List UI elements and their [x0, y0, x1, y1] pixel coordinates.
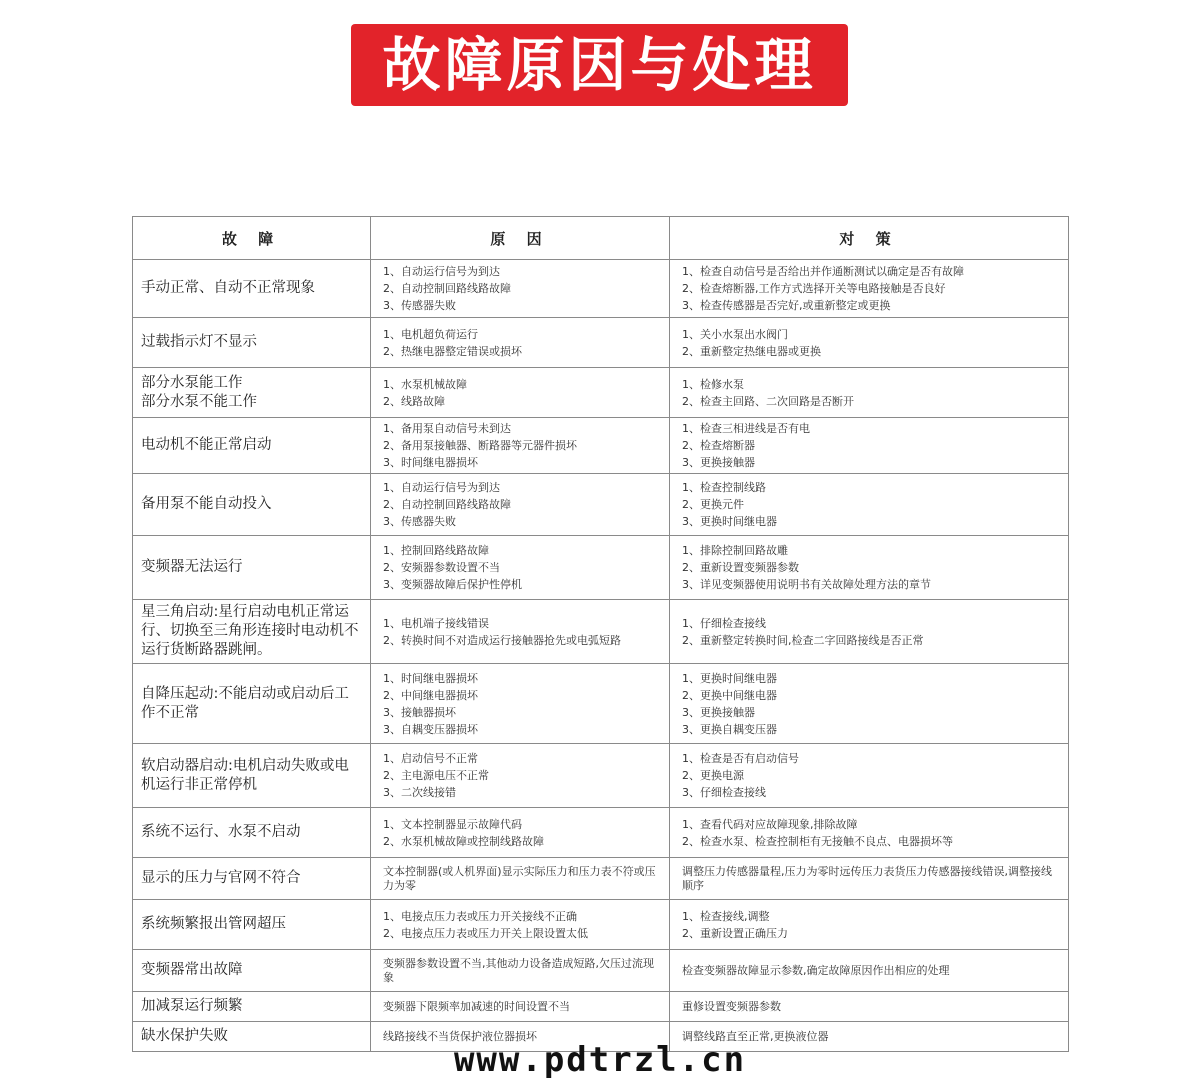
fault-text: 系统频繁报出管网超压 — [141, 916, 286, 932]
cause-cell — [371, 318, 670, 368]
table-row — [133, 318, 1069, 368]
cause-cell — [371, 474, 670, 536]
fix-item: 2、更换元件 — [682, 498, 744, 511]
cause-cell — [371, 808, 670, 858]
cause-item: 3、二次线接错 — [383, 786, 456, 799]
cause-cell — [371, 600, 670, 664]
fault-cell — [133, 950, 371, 992]
table-row — [133, 368, 1069, 418]
cause-cell — [371, 744, 670, 808]
table-row — [133, 900, 1069, 950]
fix-cell — [670, 318, 1069, 368]
cause-cell — [371, 858, 670, 900]
table-row — [133, 992, 1069, 1022]
cause-cell — [371, 368, 670, 418]
cause-item: 2、电接点压力表或压力开关上限设置太低 — [383, 926, 588, 940]
fault-cell — [133, 900, 371, 950]
cause-cell — [371, 536, 670, 600]
fault-cell — [133, 858, 371, 900]
fix-item: 1、检查是否有启动信号 — [682, 752, 799, 765]
fix-item: 1、检查自动信号是否给出并作通断测试以确定是否有故障 — [682, 265, 964, 278]
fault-cell — [133, 318, 371, 368]
fix-cell — [670, 600, 1069, 664]
cause-item: 2、中间继电器损坏 — [383, 688, 478, 702]
cause-item: 2、主电源电压不正常 — [383, 769, 489, 782]
cause-item: 1、自动运行信号为到达 — [383, 481, 500, 494]
fix-cell — [670, 808, 1069, 858]
fault-text: 过载指示灯不显示 — [141, 334, 257, 350]
fix-item: 2、检查熔断器,工作方式选择开关等电路接触是否良好 — [682, 282, 946, 295]
fix-item: 调整线路直至正常,更换液位器 — [682, 1030, 829, 1043]
fault-cell — [133, 992, 371, 1022]
fix-item: 3、仔细检查接线 — [682, 786, 766, 799]
fault-cell — [133, 260, 371, 318]
cause-cell — [371, 260, 670, 318]
cause-item: 2、自动控制回路线路故障 — [383, 282, 511, 295]
fix-item: 1、检修水泵 — [682, 377, 744, 391]
header-cause: 原 因 — [371, 217, 670, 260]
cause-item: 1、备用泵自动信号未到达 — [383, 422, 511, 435]
fix-cell — [670, 368, 1069, 418]
fix-item: 2、更换中间继电器 — [682, 688, 777, 702]
page-title: 故障原因与处理 — [382, 31, 817, 99]
cause-item: 3、接触器损坏 — [383, 705, 456, 719]
fix-item: 1、查看代码对应故障现象,排除故障 — [682, 817, 858, 831]
fix-cell — [670, 992, 1069, 1022]
header-fault: 故 障 — [133, 217, 371, 260]
cause-cell — [371, 664, 670, 744]
fix-item: 3、更换时间继电器 — [682, 515, 777, 528]
footer-url: www.pdtrzl.cn — [453, 1040, 747, 1080]
fault-text: 自降压起动:不能启动或启动后工作不正常 — [141, 685, 349, 721]
fix-item: 重修设置变频器参数 — [682, 1000, 781, 1013]
cause-item: 2、安频器参数设置不当 — [383, 561, 500, 574]
cause-cell — [371, 418, 670, 474]
title-banner — [351, 24, 848, 106]
fix-item: 1、检查接线,调整 — [682, 909, 770, 923]
cause-item: 1、水泵机械故障 — [383, 377, 467, 391]
cause-item: 3、传感器失败 — [383, 299, 456, 312]
fault-text: 系统不运行、水泵不启动 — [141, 824, 301, 840]
fix-item: 检查变频器故障显示参数,确定故障原因作出相应的处理 — [682, 963, 950, 977]
table-row — [133, 744, 1069, 808]
fix-cell — [670, 536, 1069, 600]
fault-cell — [133, 368, 371, 418]
fault-text: 软启动器启动:电机启动失败或电机运行非正常停机 — [141, 757, 349, 793]
cause-item: 3、传感器失败 — [383, 515, 456, 528]
cause-item: 3、时间继电器损坏 — [383, 456, 478, 469]
cause-cell — [371, 900, 670, 950]
fix-item: 1、关小水泵出水阀门 — [682, 327, 788, 341]
fix-cell — [670, 950, 1069, 992]
cause-item: 1、自动运行信号为到达 — [383, 265, 500, 278]
cause-item: 1、控制回路线路故障 — [383, 544, 489, 557]
fault-text: 变频器常出故障 — [141, 962, 243, 978]
fault-cell — [133, 808, 371, 858]
cause-item: 1、电接点压力表或压力开关接线不正确 — [383, 909, 577, 923]
fault-text: 手动正常、自动不正常现象 — [141, 280, 315, 296]
cause-item: 1、文本控制器显示故障代码 — [383, 817, 522, 831]
fault-text: 变频器无法运行 — [141, 559, 243, 575]
cause-cell — [371, 992, 670, 1022]
table-row — [133, 950, 1069, 992]
fault-text: 显示的压力与官网不符合 — [141, 870, 301, 886]
cause-item: 1、时间继电器损坏 — [383, 671, 478, 685]
table-row — [133, 600, 1069, 664]
table-row — [133, 808, 1069, 858]
fix-cell — [670, 664, 1069, 744]
cause-item: 2、转换时间不对造成运行接触器抢先或电弧短路 — [383, 633, 621, 647]
fix-cell — [670, 418, 1069, 474]
table-row — [133, 858, 1069, 900]
cause-item: 1、电机端子接线错误 — [383, 616, 489, 630]
fix-item: 1、检查控制线路 — [682, 481, 766, 494]
fault-cell — [133, 474, 371, 536]
fault-cell — [133, 418, 371, 474]
fault-text: 电动机不能正常启动 — [141, 437, 272, 453]
table-header-row — [133, 217, 1069, 260]
cause-item: 3、自耦变压器损坏 — [383, 722, 478, 736]
fix-cell — [670, 900, 1069, 950]
fix-cell — [670, 474, 1069, 536]
header-fix: 对 策 — [670, 217, 1069, 260]
fix-item: 3、更换自耦变压器 — [682, 722, 777, 736]
fault-cell — [133, 744, 371, 808]
table-row — [133, 418, 1069, 474]
cause-item: 变频器参数设置不当,其他动力设备造成短路,欠压过流现象 — [383, 956, 654, 984]
table-body — [133, 260, 1069, 1052]
table-row — [133, 664, 1069, 744]
cause-item: 文本控制器(或人机界面)显示实际压力和压力表不符或压力为零 — [383, 864, 656, 892]
fault-cell — [133, 536, 371, 600]
cause-item: 3、变频器故障后保护性停机 — [383, 578, 522, 591]
fix-item: 调整压力传感器量程,压力为零时远传压力表货压力传感器接线错误,调整接线顺序 — [682, 864, 1052, 892]
fix-item: 3、检查传感器是否完好,或重新整定或更换 — [682, 299, 891, 312]
fix-item: 2、重新整定转换时间,检查二字回路接线是否正常 — [682, 633, 924, 647]
cause-item: 2、热继电器整定错误或损坏 — [383, 344, 522, 358]
table-row — [133, 474, 1069, 536]
fault-text: 加减泵运行频繁 — [141, 998, 243, 1014]
fix-item: 2、重新整定热继电器或更换 — [682, 344, 821, 358]
fault-text: 部分水泵不能工作 — [141, 393, 257, 410]
cause-item: 1、电机超负荷运行 — [383, 327, 478, 341]
fix-item: 2、检查熔断器 — [682, 439, 755, 452]
cause-item: 2、水泵机械故障或控制线路故障 — [383, 834, 544, 848]
fix-cell — [670, 260, 1069, 318]
fix-item: 1、排除控制回路故雕 — [682, 544, 788, 557]
fault-table — [132, 216, 1069, 1052]
fix-cell — [670, 744, 1069, 808]
fix-item: 2、更换电源 — [682, 769, 744, 782]
cause-item: 2、自动控制回路线路故障 — [383, 498, 511, 511]
fix-item: 3、详见变频器使用说明书有关故障处理方法的章节 — [682, 578, 931, 591]
table-row — [133, 536, 1069, 600]
fix-item: 2、检查主回路、二次回路是否断开 — [682, 394, 854, 408]
fault-text: 部分水泵能工作 — [141, 374, 243, 391]
fault-text: 星三角启动:星行启动电机正常运行、切换至三角形连接时电动机不运行货断路器跳闸。 — [141, 604, 359, 658]
table-row — [133, 260, 1069, 318]
fault-cell — [133, 664, 371, 744]
fix-item: 2、检查水泵、检查控制柜有无接触不良点、电器损坏等 — [682, 834, 953, 848]
fault-cell — [133, 600, 371, 664]
fix-item: 3、更换接触器 — [682, 705, 755, 719]
cause-item: 2、线路故障 — [383, 394, 445, 408]
fix-item: 1、检查三相进线是否有电 — [682, 422, 810, 435]
cause-cell — [371, 950, 670, 992]
fix-item: 2、重新设置正确压力 — [682, 926, 788, 940]
fault-text: 备用泵不能自动投入 — [141, 496, 272, 512]
fix-item: 3、更换接触器 — [682, 456, 755, 469]
fix-item: 1、仔细检查接线 — [682, 616, 766, 630]
cause-item: 线路接线不当货保护液位器损坏 — [383, 1030, 537, 1043]
fix-item: 1、更换时间继电器 — [682, 671, 777, 685]
fault-text: 缺水保护失败 — [141, 1028, 228, 1044]
cause-item: 变频器下限频率加减速的时间设置不当 — [383, 1000, 570, 1013]
fix-item: 2、重新设置变频器参数 — [682, 561, 799, 574]
fix-cell — [670, 858, 1069, 900]
cause-item: 1、启动信号不正常 — [383, 752, 478, 765]
cause-item: 2、备用泵接触器、断路器等元器件损坏 — [383, 439, 577, 452]
